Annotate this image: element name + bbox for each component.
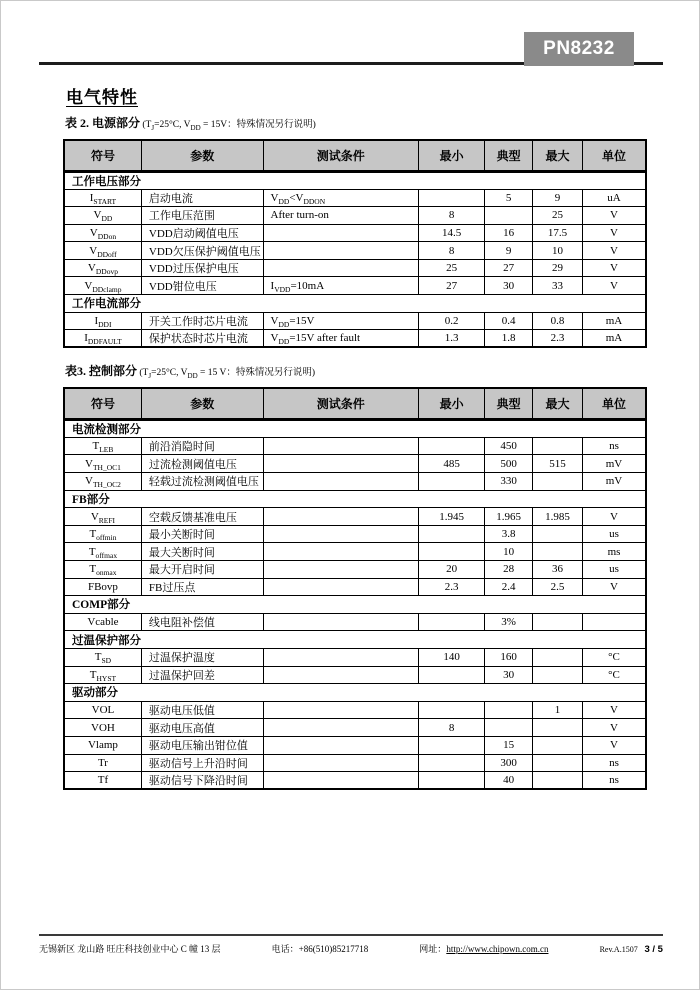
cell-symbol: $V_{DDon}$ [64,224,141,242]
cell-condition [263,224,418,242]
cell-typ: 28 [485,561,533,579]
cell-min: 1.945 [418,508,484,526]
subscript-text: DD [278,196,290,206]
cell-max [532,473,582,491]
table-row [64,772,646,790]
column-header-typ: 典型 [485,388,533,419]
cell-typ: 10 [485,543,533,561]
cell-min [418,543,484,561]
cell-condition: $V_{DD}<V_{DDON}$ [263,189,418,207]
column-header-condition: 测试条件 [263,388,418,419]
cell-min: 8 [418,719,484,737]
cell-param: VDD过压保护电压 [141,259,263,277]
cell-param: 过流检测阈值电压 [141,455,263,473]
cell-typ: 5 [485,189,533,207]
subscript-text: TH_OC2 [92,480,121,490]
cell-param: 最大关断时间 [141,543,263,561]
cell-unit: mA [583,330,646,348]
table-row [64,525,646,543]
cell-typ: 330 [485,473,533,491]
cell-param: 驱动信号下降沿时间 [141,772,263,790]
cell-condition [263,508,418,526]
cell-symbol: $T_{LEB}$ [64,437,141,455]
table-row [64,508,646,526]
footer-phone-number: +86(510)85217718 [298,944,369,954]
cell-min: 485 [418,455,484,473]
page-title: 电气特性 [66,88,138,107]
cell-min [418,754,484,772]
cell-param: 驱动电压高值 [141,719,263,737]
subscript-text: DDon [97,232,117,242]
subscript-text: DDON [303,196,326,206]
column-header-max: 最大 [532,140,582,171]
cell-condition [263,648,418,666]
cell-max: 9 [532,189,582,207]
section-row [64,684,646,702]
cell-condition [263,455,418,473]
subscript-text: onmax [96,568,117,578]
cell-typ: 30 [485,666,533,684]
column-header-typ: 典型 [485,140,533,171]
cell-min: 1.3 [418,330,484,348]
cell-unit: V [583,224,646,242]
table-row [64,666,646,684]
cell-typ: 1.965 [485,508,533,526]
cell-condition [263,736,418,754]
footer-url-link[interactable]: http://www.chipown.com.cn [446,944,549,954]
cell-max: 2.3 [532,330,582,348]
cell-condition: $I_{VDD}=10mA$ [263,277,418,295]
footer-rule [39,934,663,936]
table3-caption-title: 表3. 控制部分 [65,364,138,379]
cell-min [418,437,484,455]
cell-typ: 500 [485,455,533,473]
subscript-text: J [148,372,152,381]
cell-symbol: $I_{DDI}$ [64,312,141,330]
cell-symbol: Vlamp [64,736,141,754]
column-header-symbol: 符号 [64,140,141,171]
section-row [64,295,646,313]
cell-unit: mA [583,312,646,330]
cell-condition [263,578,418,596]
power-section-table [63,139,647,348]
footer [39,942,663,955]
cell-condition: $V_{DD}=15V$ after fault [263,330,418,348]
cell-typ: 9 [485,242,533,260]
footer-web-label: 网址： [419,944,447,954]
footer-address: 无锡新区 龙山路 旺庄科技创业中心 C 幢 13 层 [39,944,221,954]
cell-param: 空载反馈基准电压 [141,508,263,526]
table-row [64,259,646,277]
cell-unit: ns [583,754,646,772]
cell-max: 515 [532,455,582,473]
table-row [64,242,646,260]
cell-param: 驱动信号上升沿时间 [141,754,263,772]
cell-min: 14.5 [418,224,484,242]
cell-min: 27 [418,277,484,295]
cell-max: 2.5 [532,578,582,596]
cell-min: 0.2 [418,312,484,330]
cell-typ: 16 [485,224,533,242]
cell-typ: 300 [485,754,533,772]
footer-rev-page [600,944,663,955]
cell-condition [263,613,418,631]
subscript-text: LEB [99,445,114,455]
table-row [64,543,646,561]
cell-symbol: $T_{SD}$ [64,648,141,666]
cell-symbol: $T_{offmax}$ [64,543,141,561]
cell-unit: ns [583,437,646,455]
cell-max: 1.985 [532,508,582,526]
cell-typ: 27 [485,259,533,277]
cell-unit: uA [583,189,646,207]
cell-unit [583,613,646,631]
cell-param: 过温保护回差 [141,666,263,684]
cell-max [532,666,582,684]
table-row [64,578,646,596]
cell-unit: mV [583,455,646,473]
column-header-unit: 单位 [583,140,646,171]
cell-condition: After turn-on [263,207,418,225]
subscript-text: offmax [95,550,118,560]
table3-caption [65,362,647,379]
cell-condition [263,543,418,561]
cell-typ: 450 [485,437,533,455]
cell-param: VDD欠压保护阈值电压 [141,242,263,260]
table-row [64,473,646,491]
column-header-unit: 单位 [583,388,646,419]
cell-unit: °C [583,648,646,666]
table-row [64,719,646,737]
cell-max [532,648,582,666]
cell-max: 36 [532,561,582,579]
cell-max: 25 [532,207,582,225]
cell-typ: 3% [485,613,533,631]
cell-unit: V [583,578,646,596]
section-row [64,490,646,508]
cell-unit: ns [583,772,646,790]
cell-max: 10 [532,242,582,260]
section-label: 电流检测部分 [64,419,646,437]
cell-max: 0.8 [532,312,582,330]
cell-param: 保护状态时芯片电流 [141,330,263,348]
subscript-text: DDclamp [92,284,122,294]
cell-min: 20 [418,561,484,579]
cell-condition [263,754,418,772]
column-header-condition: 测试条件 [263,140,418,171]
cell-param: 驱动电压低值 [141,701,263,719]
cell-condition [263,561,418,579]
subscript-text: DD [101,214,113,224]
cell-unit: mV [583,473,646,491]
cell-typ: 160 [485,648,533,666]
cell-max [532,719,582,737]
cell-typ: 2.4 [485,578,533,596]
cell-unit: V [583,242,646,260]
table-row [64,330,646,348]
cell-typ: 1.8 [485,330,533,348]
section-label: 工作电压部分 [64,171,646,189]
footer-page-number: 3 / 5 [644,944,663,955]
table-row [64,736,646,754]
cell-unit: V [583,277,646,295]
table-row [64,224,646,242]
cell-symbol: FBovp [64,578,141,596]
column-header-max: 最大 [532,388,582,419]
cell-typ [485,207,533,225]
cell-unit: V [583,207,646,225]
cell-symbol: $V_{TH\_OC2}$ [64,473,141,491]
cell-symbol: VOL [64,701,141,719]
cell-symbol: Vcable [64,613,141,631]
control-section-table [63,387,647,790]
product-badge [524,32,634,66]
cell-unit: V [583,259,646,277]
cell-param: 驱动电压输出钳位值 [141,736,263,754]
cell-condition [263,259,418,277]
cell-condition [263,719,418,737]
cell-condition [263,772,418,790]
section-row [64,171,646,189]
column-header-min: 最小 [418,388,484,419]
cell-typ: 40 [485,772,533,790]
cell-min: 25 [418,259,484,277]
subscript-text: DDFAULT [87,337,122,347]
cell-param: 启动电流 [141,189,263,207]
cell-condition [263,701,418,719]
cell-unit: us [583,525,646,543]
table2-caption-title: 表 2. 电源部分 [65,116,141,130]
cell-symbol: $V_{TH\_OC1}$ [64,455,141,473]
column-header-symbol: 符号 [64,388,141,419]
subscript-text: DD [278,337,290,347]
table-row [64,312,646,330]
table-row [64,648,646,666]
cell-unit: °C [583,666,646,684]
section-row [64,596,646,614]
subscript-text: REFI [98,515,116,525]
cell-typ: 0.4 [485,312,533,330]
table-row [64,701,646,719]
cell-param: 工作电压范围 [141,207,263,225]
subscript-text: HYST [96,674,117,684]
section-row [64,631,646,649]
subscript-text: DD [278,320,290,330]
cell-unit: V [583,508,646,526]
cell-param: 最大开启时间 [141,561,263,579]
table-row [64,437,646,455]
cell-unit: ms [583,543,646,561]
cell-min [418,189,484,207]
section-label: 驱动部分 [64,684,646,702]
cell-max [532,613,582,631]
table3-caption-conditions: ($T_J=25^\circ C$, $V_{DD} = 15$ V：特殊情况另行说明) [139,368,315,381]
cell-typ: 15 [485,736,533,754]
product-name: PN8232 [543,38,615,59]
cell-unit: V [583,701,646,719]
table-header-row [64,140,646,171]
cell-condition [263,242,418,260]
subscript-text: DDI [98,320,112,330]
table-row [64,561,646,579]
table-row [64,277,646,295]
cell-max: 1 [532,701,582,719]
subscript-text: DD [187,372,198,381]
cell-min [418,613,484,631]
cell-symbol: $V_{REFI}$ [64,508,141,526]
cell-param: 开关工作时芯片电流 [141,312,263,330]
cell-max: 17.5 [532,224,582,242]
cell-max [532,754,582,772]
cell-condition [263,437,418,455]
subscript-text: SD [101,656,112,666]
table-row [64,207,646,225]
subscript-text: TH_OC1 [92,462,121,472]
cell-symbol: $I_{DDFAULT}$ [64,330,141,348]
cell-max: 33 [532,277,582,295]
subscript-text: offmin [96,533,117,543]
cell-condition [263,473,418,491]
cell-unit: V [583,719,646,737]
cell-unit: us [583,561,646,579]
cell-symbol: Tr [64,754,141,772]
cell-condition [263,525,418,543]
cell-unit: V [583,736,646,754]
section-row [64,419,646,437]
cell-max [532,525,582,543]
cell-min [418,525,484,543]
content-area [63,114,647,790]
subscript-text: VDD [274,284,291,294]
cell-symbol: $I_{START}$ [64,189,141,207]
footer-phone-label: 电话： [271,944,299,954]
cell-min [418,772,484,790]
cell-min [418,473,484,491]
section-label: 工作电流部分 [64,295,646,313]
cell-symbol: $T_{HYST}$ [64,666,141,684]
table2-caption [65,114,647,131]
cell-max: 29 [532,259,582,277]
subscript-text: START [93,196,117,206]
cell-max [532,543,582,561]
cell-min [418,736,484,754]
cell-min [418,666,484,684]
cell-max [532,736,582,754]
column-header-param: 参数 [141,140,263,171]
cell-condition: $V_{DD}=15V$ [263,312,418,330]
cell-symbol: $V_{DDclamp}$ [64,277,141,295]
cell-typ [485,719,533,737]
cell-min: 140 [418,648,484,666]
footer-phone [272,942,369,955]
table-row [64,613,646,631]
cell-param: VDD启动阈值电压 [141,224,263,242]
cell-param: 线电阻补偿值 [141,613,263,631]
cell-min: 2.3 [418,578,484,596]
cell-symbol: $V_{DDovp}$ [64,259,141,277]
section-label: FB部分 [64,490,646,508]
table-row [64,455,646,473]
subscript-text: J [151,123,155,132]
cell-symbol: $V_{DD}$ [64,207,141,225]
cell-param: 最小关断时间 [141,525,263,543]
cell-typ: 3.8 [485,525,533,543]
cell-min: 8 [418,207,484,225]
table2-caption-conditions: ($T_J=25^\circ C$, $V_{DD} = 15V$：特殊情况另行说明) [142,120,316,132]
cell-symbol: VOH [64,719,141,737]
subscript-text: DD [190,123,201,132]
column-header-min: 最小 [418,140,484,171]
cell-max [532,437,582,455]
cell-param: 前沿消隐时间 [141,437,263,455]
cell-param: 轻载过流检测阈值电压 [141,473,263,491]
table-header-row [64,388,646,419]
cell-symbol: $T_{offmin}$ [64,525,141,543]
section-label: 过温保护部分 [64,631,646,649]
subscript-text: DDoff [97,249,117,259]
cell-symbol: $T_{onmax}$ [64,561,141,579]
column-header-param: 参数 [141,388,263,419]
table-row [64,754,646,772]
cell-typ: 30 [485,277,533,295]
cell-typ [485,701,533,719]
footer-web [419,942,548,955]
subscript-text: DDovp [95,267,118,277]
cell-param: FB过压点 [141,578,263,596]
cell-max [532,772,582,790]
cell-min: 8 [418,242,484,260]
table-row [64,189,646,207]
cell-param: VDD钳位电压 [141,277,263,295]
footer-revision: Rev.A.1507 [599,945,638,954]
cell-symbol: $V_{DDoff}$ [64,242,141,260]
cell-condition [263,666,418,684]
cell-symbol: Tf [64,772,141,790]
section-label: COMP部分 [64,596,646,614]
cell-min [418,701,484,719]
cell-param: 过温保护温度 [141,648,263,666]
